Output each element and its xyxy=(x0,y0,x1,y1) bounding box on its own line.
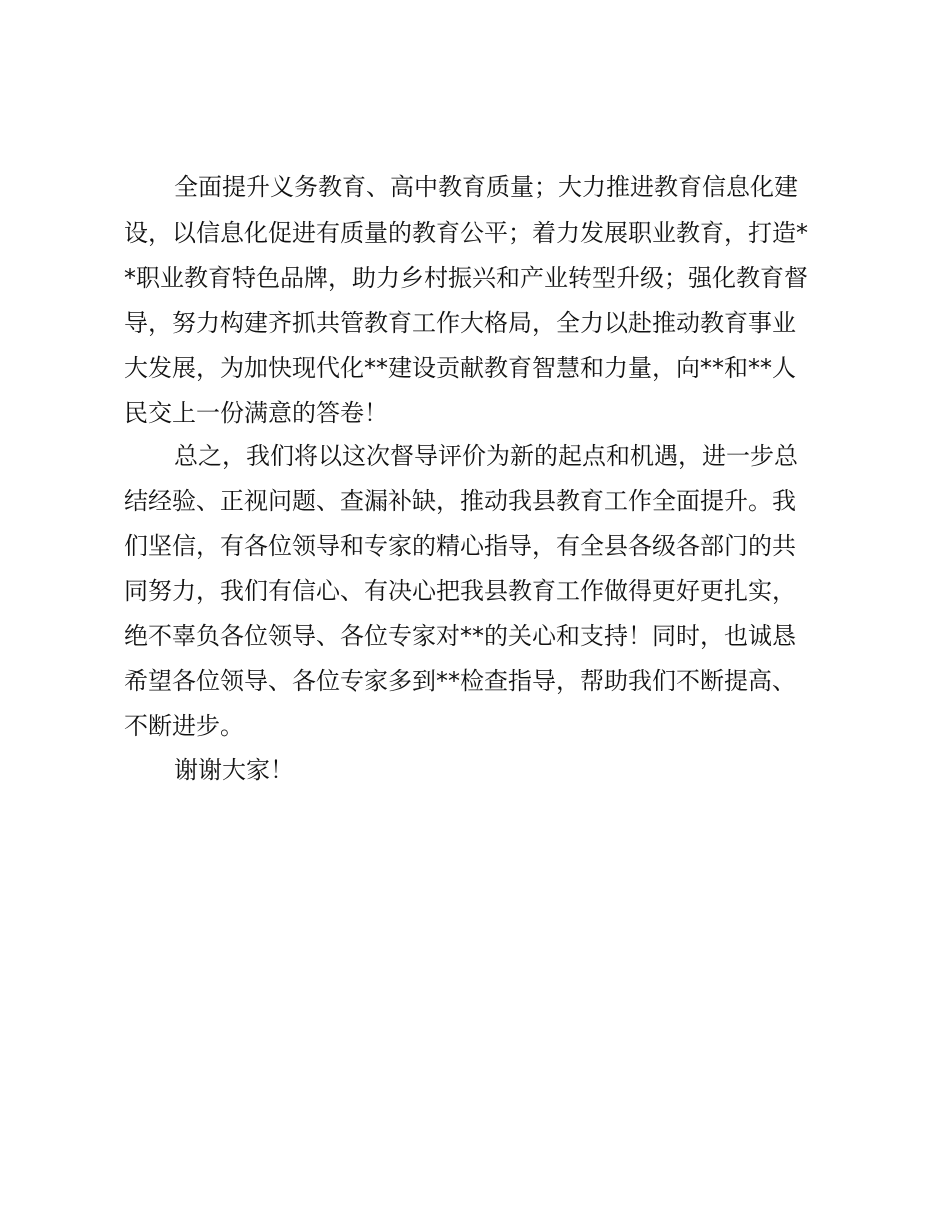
paragraph-line: 民交上一份满意的答卷！ xyxy=(124,399,388,427)
paragraph-line: 总之，我们将以这次督导评价为新的起点和机遇，进一步总 xyxy=(174,442,798,470)
paragraph-line: 希望各位领导、各位专家多到**检查指导，帮助我们不断提高、 xyxy=(124,667,796,695)
paragraph-line: 同努力，我们有信心、有决心把我县教育工作做得更好更扎实， xyxy=(124,577,796,605)
paragraph-line: 设，以信息化促进有质量的教育公平；着力发展职业教育，打造* xyxy=(124,219,808,247)
paragraph-line: *职业教育特色品牌，助力乡村振兴和产业转型升级；强化教育督 xyxy=(124,264,808,292)
paragraph-line: 全面提升义务教育、高中教育质量；大力推进教育信息化建 xyxy=(174,173,798,201)
paragraph-line: 绝不辜负各位领导、各位专家对**的关心和支持！同时，也诚恳 xyxy=(124,622,796,650)
closing-line: 谢谢大家！ xyxy=(174,756,294,784)
paragraph-line: 结经验、正视问题、查漏补缺，推动我县教育工作全面提升。我 xyxy=(124,487,796,515)
paragraph-line: 导，努力构建齐抓共管教育工作大格局，全力以赴推动教育事业 xyxy=(124,309,796,337)
paragraph-line: 大发展，为加快现代化**建设贡献教育智慧和力量，向**和**人 xyxy=(124,354,796,382)
paragraph-line: 不断进步。 xyxy=(124,712,244,740)
paragraph-line: 们坚信，有各位领导和专家的精心指导，有全县各级各部门的共 xyxy=(124,532,796,560)
